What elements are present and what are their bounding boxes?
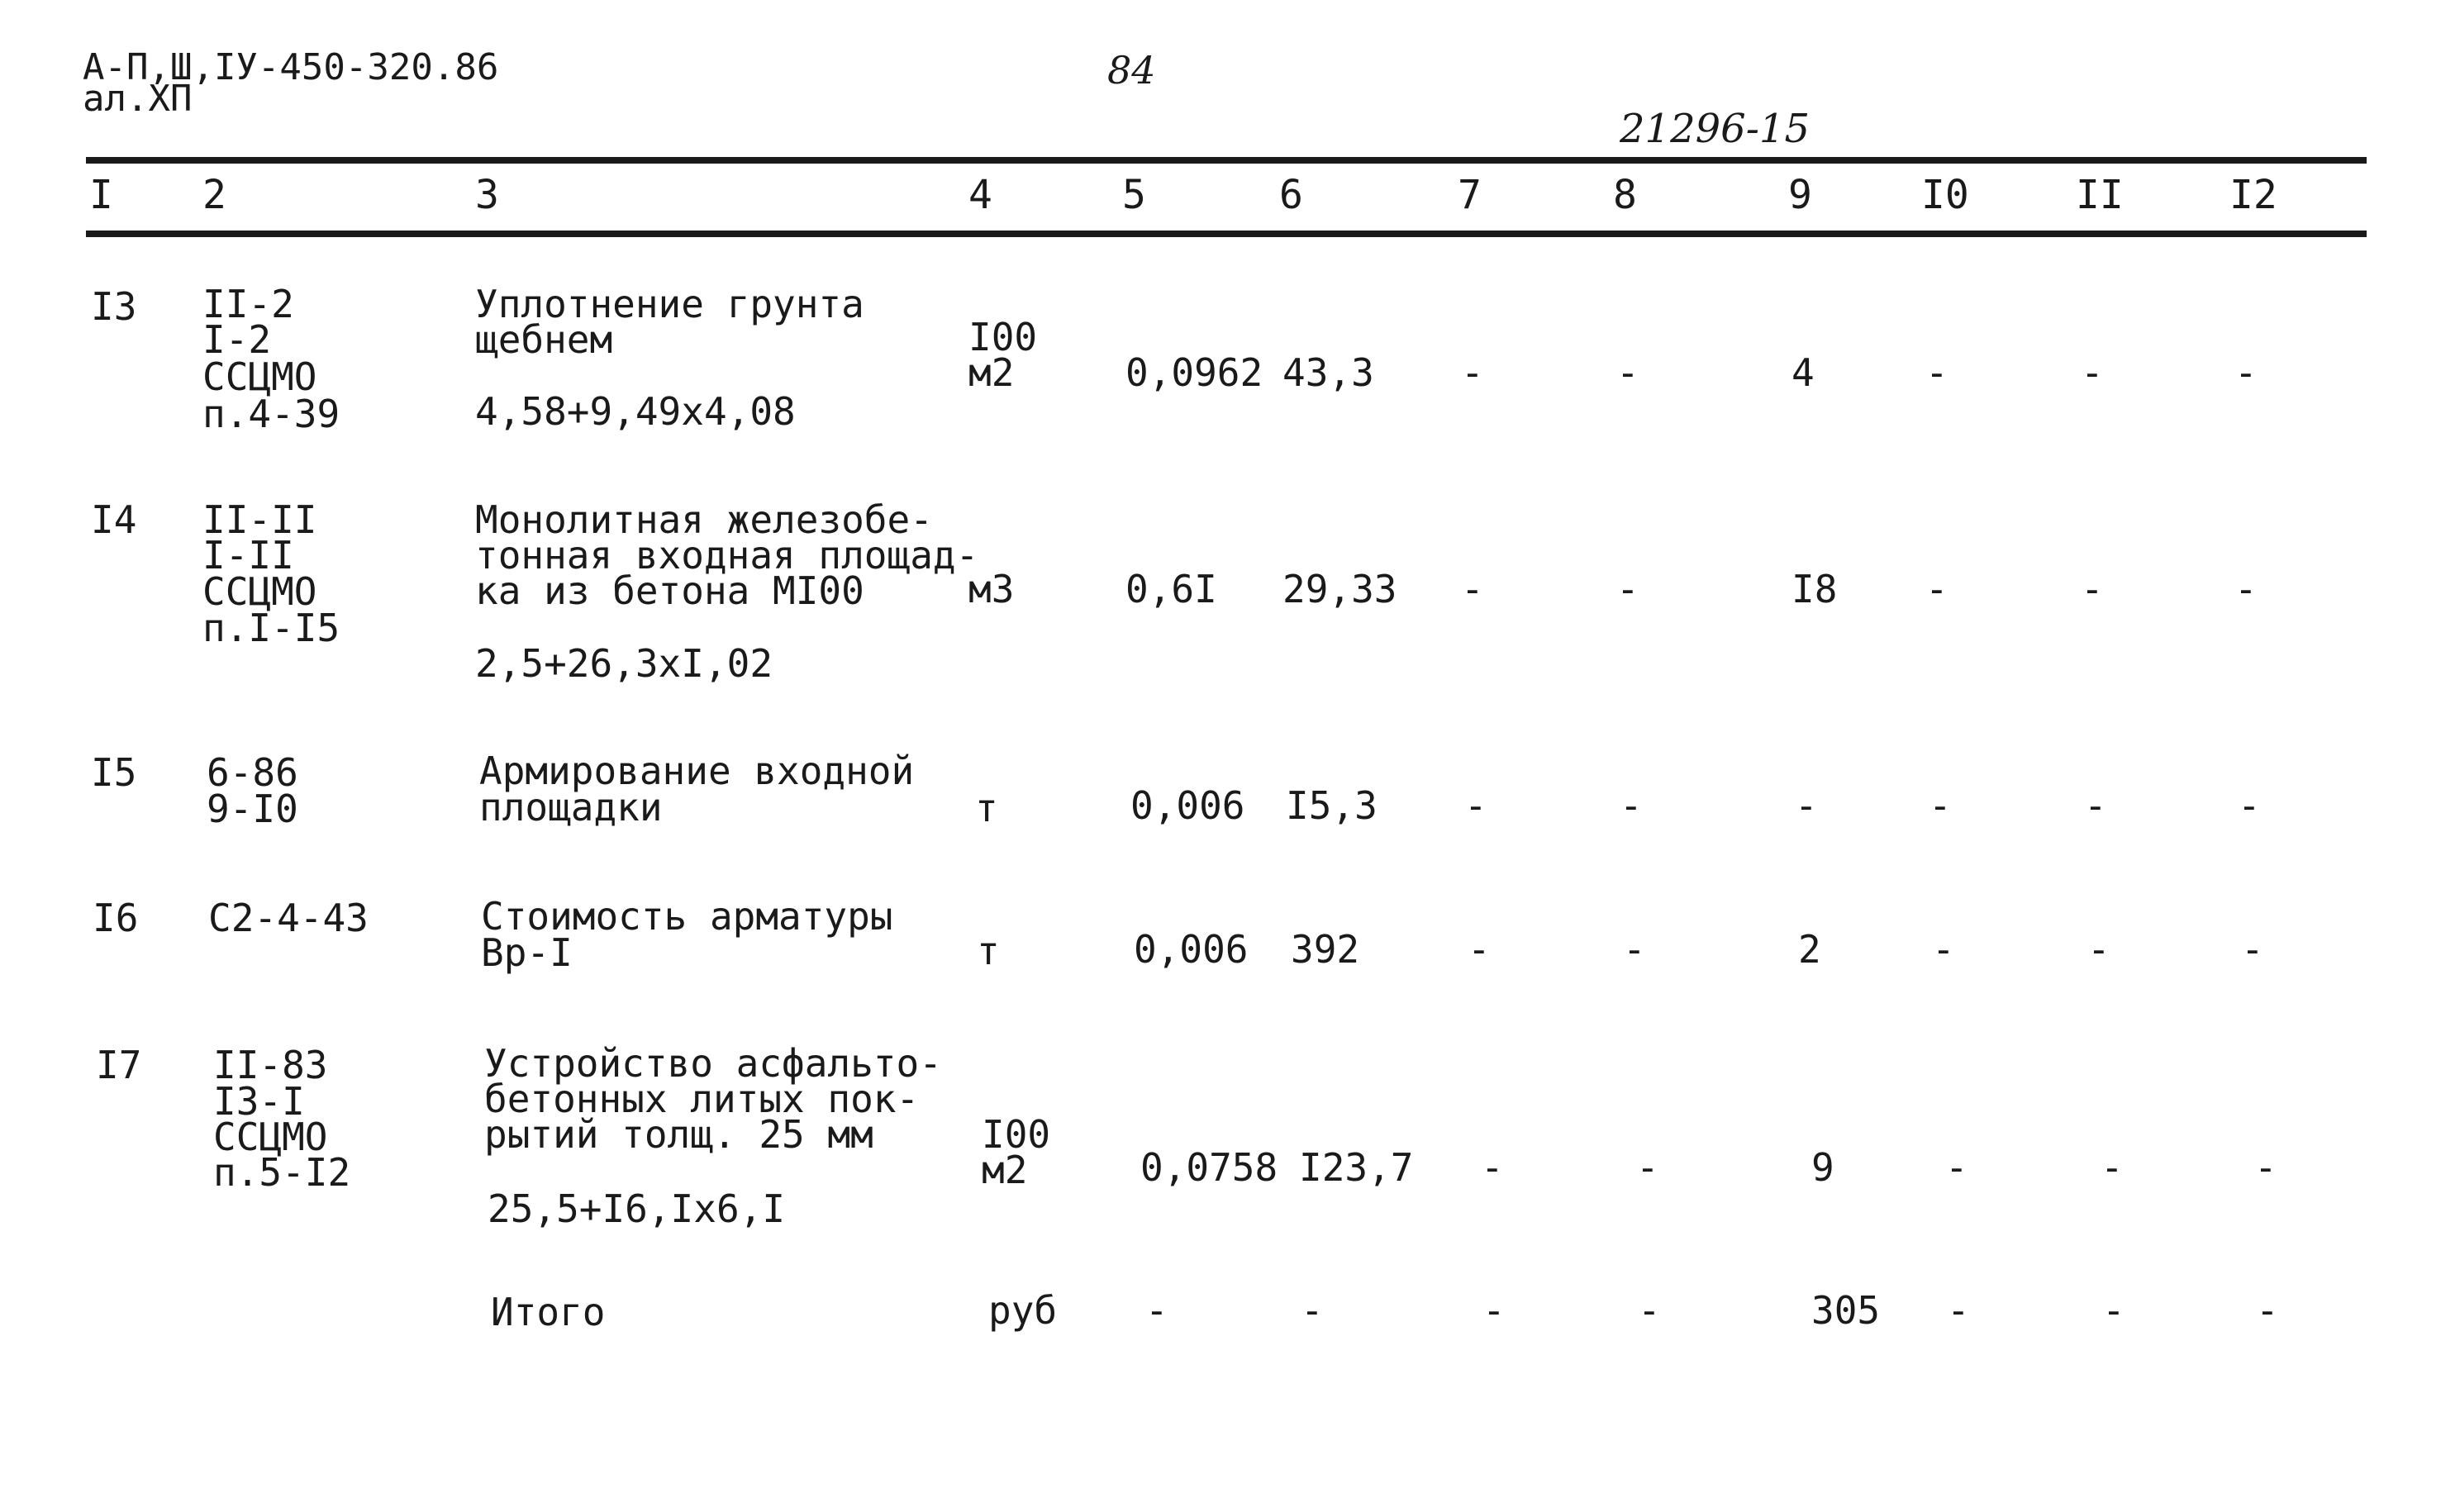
row-code: II-83 bbox=[213, 1043, 328, 1087]
row-code: II-II bbox=[202, 497, 317, 542]
row-description: бетонных литых пок- bbox=[484, 1077, 920, 1121]
row-unit: м2 bbox=[968, 350, 1015, 395]
row-c10: - bbox=[1932, 927, 1955, 972]
row-description: площадки bbox=[479, 785, 663, 830]
row-c9: - bbox=[1795, 783, 1818, 828]
inventory-number: 21296-15 bbox=[1620, 106, 1810, 152]
total-label: Итого bbox=[491, 1290, 606, 1334]
column-header: I0 bbox=[1921, 172, 1969, 218]
row-unit: м3 bbox=[968, 567, 1015, 611]
row-quantity: 0,006 bbox=[1130, 783, 1245, 828]
column-header: 8 bbox=[1613, 172, 1637, 218]
row-c7: - bbox=[1461, 350, 1484, 395]
row-c11: - bbox=[2084, 783, 2107, 828]
row-unit: I00 bbox=[968, 315, 1038, 359]
row-description: Армирование входной bbox=[479, 749, 915, 793]
row-code: 9-I0 bbox=[207, 787, 298, 831]
row-code: I-II bbox=[202, 533, 294, 578]
row-formula: 4,58+9,49х4,08 bbox=[475, 389, 796, 434]
row-c7: - bbox=[1468, 927, 1491, 972]
row-unit: м2 bbox=[982, 1148, 1028, 1192]
row-c7: - bbox=[1464, 783, 1487, 828]
row-code: п.5-I2 bbox=[213, 1150, 351, 1195]
column-header: I bbox=[89, 172, 113, 218]
row-c11: - bbox=[2081, 567, 2104, 611]
row-number: I7 bbox=[96, 1043, 142, 1087]
row-description: рытий толщ. 25 мм bbox=[484, 1112, 873, 1157]
row-unit: I00 bbox=[982, 1112, 1051, 1157]
row-formula: 25,5+I6,Iх6,I bbox=[488, 1186, 786, 1231]
column-header: 9 bbox=[1788, 172, 1812, 218]
row-formula: 2,5+26,3хI,02 bbox=[475, 641, 773, 686]
row-price: 43,3 bbox=[1282, 350, 1374, 395]
row-number: I6 bbox=[93, 896, 139, 940]
row-code: ССЦМО bbox=[202, 354, 317, 399]
row-price: I23,7 bbox=[1299, 1145, 1414, 1190]
row-description: Устройство асфальто- bbox=[484, 1041, 942, 1086]
row-c12: - bbox=[2234, 567, 2258, 611]
total-c9: 305 bbox=[1811, 1288, 1881, 1333]
row-c10: - bbox=[1925, 350, 1949, 395]
row-description: Монолитная железобе- bbox=[475, 497, 933, 542]
document-code: А-П,Ш,IУ-450-320.86 bbox=[83, 46, 499, 88]
row-description: щебнем bbox=[475, 317, 613, 362]
row-number: I3 bbox=[91, 284, 137, 329]
page-number: 84 bbox=[1107, 48, 1156, 93]
row-code: II-2 bbox=[202, 282, 294, 326]
row-number: I4 bbox=[91, 497, 137, 542]
total-c5: - bbox=[1145, 1288, 1168, 1333]
row-c7: - bbox=[1461, 567, 1484, 611]
row-unit: т bbox=[975, 786, 998, 830]
row-c11: - bbox=[2087, 927, 2110, 972]
column-header: 7 bbox=[1458, 172, 1482, 218]
total-unit: руб bbox=[988, 1288, 1058, 1333]
total-c7: - bbox=[1482, 1288, 1506, 1333]
row-c9: I8 bbox=[1791, 567, 1838, 611]
row-code: С2-4-43 bbox=[208, 896, 369, 940]
row-c8: - bbox=[1620, 783, 1643, 828]
row-c12: - bbox=[2234, 350, 2258, 395]
album-number: ал.ХП bbox=[83, 78, 193, 120]
row-code: I-2 bbox=[202, 317, 272, 362]
column-header: II bbox=[2076, 172, 2124, 218]
row-c9: 9 bbox=[1811, 1145, 1834, 1190]
row-description: ка из бетона МI00 bbox=[475, 568, 864, 613]
row-unit: т bbox=[977, 929, 1000, 973]
column-header: 4 bbox=[968, 172, 992, 218]
row-c11: - bbox=[2101, 1145, 2124, 1190]
row-c9: 4 bbox=[1791, 350, 1815, 395]
row-c10: - bbox=[1925, 567, 1949, 611]
row-quantity: 0,6I bbox=[1125, 567, 1217, 611]
total-c6: - bbox=[1301, 1288, 1324, 1333]
row-c12: - bbox=[2238, 783, 2261, 828]
row-quantity: 0,0758 bbox=[1140, 1145, 1278, 1190]
row-quantity: 0,0962 bbox=[1125, 350, 1263, 395]
row-c12: - bbox=[2254, 1145, 2277, 1190]
total-c8: - bbox=[1638, 1288, 1661, 1333]
row-price: 29,33 bbox=[1282, 567, 1397, 611]
row-number: I5 bbox=[91, 750, 137, 795]
total-c10: - bbox=[1947, 1288, 1970, 1333]
row-c9: 2 bbox=[1798, 927, 1821, 972]
row-code: п.4-39 bbox=[202, 392, 340, 436]
row-c8: - bbox=[1616, 567, 1639, 611]
row-c8: - bbox=[1616, 350, 1639, 395]
row-c11: - bbox=[2081, 350, 2104, 395]
row-code: ССЦМО bbox=[202, 569, 317, 614]
row-description: Вр-I bbox=[481, 930, 573, 975]
column-header: 5 bbox=[1122, 172, 1146, 218]
row-code: 6-86 bbox=[207, 750, 298, 795]
column-header: 6 bbox=[1279, 172, 1303, 218]
column-header: 2 bbox=[202, 172, 226, 218]
row-description: тонная входная площад- bbox=[475, 533, 979, 578]
row-price: I5,3 bbox=[1286, 783, 1378, 828]
row-c7: - bbox=[1481, 1145, 1504, 1190]
row-c10: - bbox=[1945, 1145, 1968, 1190]
row-c8: - bbox=[1623, 927, 1646, 972]
row-quantity: 0,006 bbox=[1134, 927, 1249, 972]
row-code: ССЦМО bbox=[213, 1115, 328, 1159]
total-c12: - bbox=[2256, 1288, 2279, 1333]
row-c8: - bbox=[1636, 1145, 1659, 1190]
column-header: 3 bbox=[475, 172, 499, 218]
header-rule-top bbox=[86, 157, 2367, 164]
total-c11: - bbox=[2102, 1288, 2125, 1333]
row-code: п.I-I5 bbox=[202, 606, 340, 650]
header-rule-bottom bbox=[86, 231, 2367, 237]
row-code: I3-I bbox=[213, 1079, 305, 1124]
row-price: 392 bbox=[1291, 927, 1360, 972]
row-description: Стоимость арматуры bbox=[481, 894, 893, 939]
row-c10: - bbox=[1929, 783, 1952, 828]
row-description: Уплотнение грунта bbox=[475, 282, 864, 326]
row-c12: - bbox=[2241, 927, 2264, 972]
column-header: I2 bbox=[2229, 172, 2277, 218]
